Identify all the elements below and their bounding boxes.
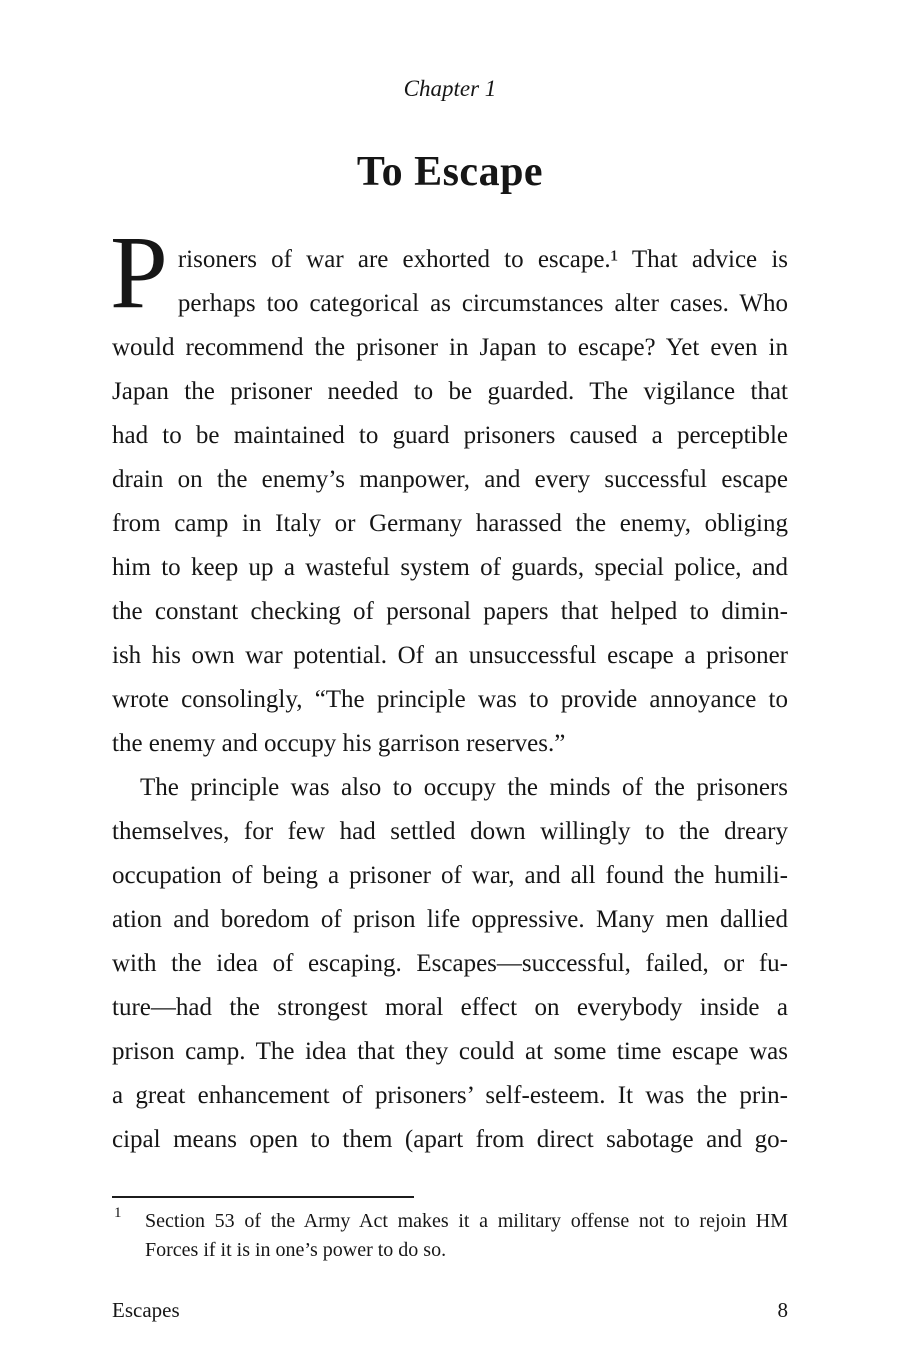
- text-line: cipal means open to them (apart from direct sabotage and go-: [112, 1126, 788, 1153]
- footnote-divider: [112, 1196, 414, 1198]
- body-text: [110, 215, 788, 1162]
- text-line: the enemy and occupy his garrison reserves.”: [112, 730, 566, 757]
- paragraph-1: [110, 215, 788, 766]
- text-line: The principle was also to occupy the minds of the prisoners: [140, 774, 788, 801]
- text-line: risoners of war are exhorted to escape.¹ That advice is: [177, 246, 788, 273]
- text-line: occupation of being a prisoner of war, and all found the humili-: [112, 862, 788, 889]
- text-line: ture—had the strongest moral effect on everybody inside a: [112, 994, 788, 1021]
- text-line: the constant checking of personal papers that helped to dimin-: [112, 598, 788, 625]
- text-line: ation and boredom of prison life oppressive. Many men dallied: [112, 906, 788, 933]
- page-number: 8: [777, 1298, 788, 1322]
- text-line: Japan the prisoner needed to be guarded. The vigilance that: [112, 378, 788, 405]
- footnote-line: Forces if it is in one’s power to do so.: [145, 1239, 447, 1261]
- text-line: perhaps too categorical as circumstances alter cases. Who: [177, 290, 788, 317]
- text-line: themselves, for few had settled down willingly to the dreary: [112, 818, 788, 845]
- paragraph-2: [112, 766, 788, 1162]
- text-line: ish his own war potential. Of an unsuccessful escape a prisoner: [112, 642, 788, 669]
- footnote-marker: 1: [114, 1205, 122, 1221]
- text-line: wrote consolingly, “The principle was to provide annoyance to: [112, 686, 788, 713]
- page-footer: [112, 1298, 788, 1323]
- footnote-line: Section 53 of the Army Act makes it a military offense not to rejoin HM: [145, 1210, 788, 1232]
- footnote: [112, 1207, 788, 1265]
- text-line: would recommend the prisoner in Japan to escape? Yet even in: [112, 334, 788, 361]
- text-line: him to keep up a wasteful system of guards, special police, and: [112, 554, 788, 581]
- running-title: Escapes: [112, 1298, 180, 1322]
- footnote-text: [112, 1207, 788, 1265]
- dropcap-letter: P: [110, 215, 168, 330]
- text-line: from camp in Italy or Germany harassed the enemy, obliging: [112, 510, 788, 537]
- text-line: prison camp. The idea that they could at some time escape was: [112, 1038, 788, 1065]
- text-line: drain on the enemy’s manpower, and every successful escape: [112, 466, 788, 493]
- text-line: with the idea of escaping. Escapes—successful, failed, or fu-: [112, 950, 788, 977]
- text-line: a great enhancement of prisoners’ self-esteem. It was the prin-: [112, 1082, 788, 1109]
- chapter-label: Chapter 1: [403, 76, 497, 101]
- text-line: had to be maintained to guard prisoners caused a perceptible: [112, 422, 788, 449]
- chapter-title: To Escape: [356, 149, 544, 195]
